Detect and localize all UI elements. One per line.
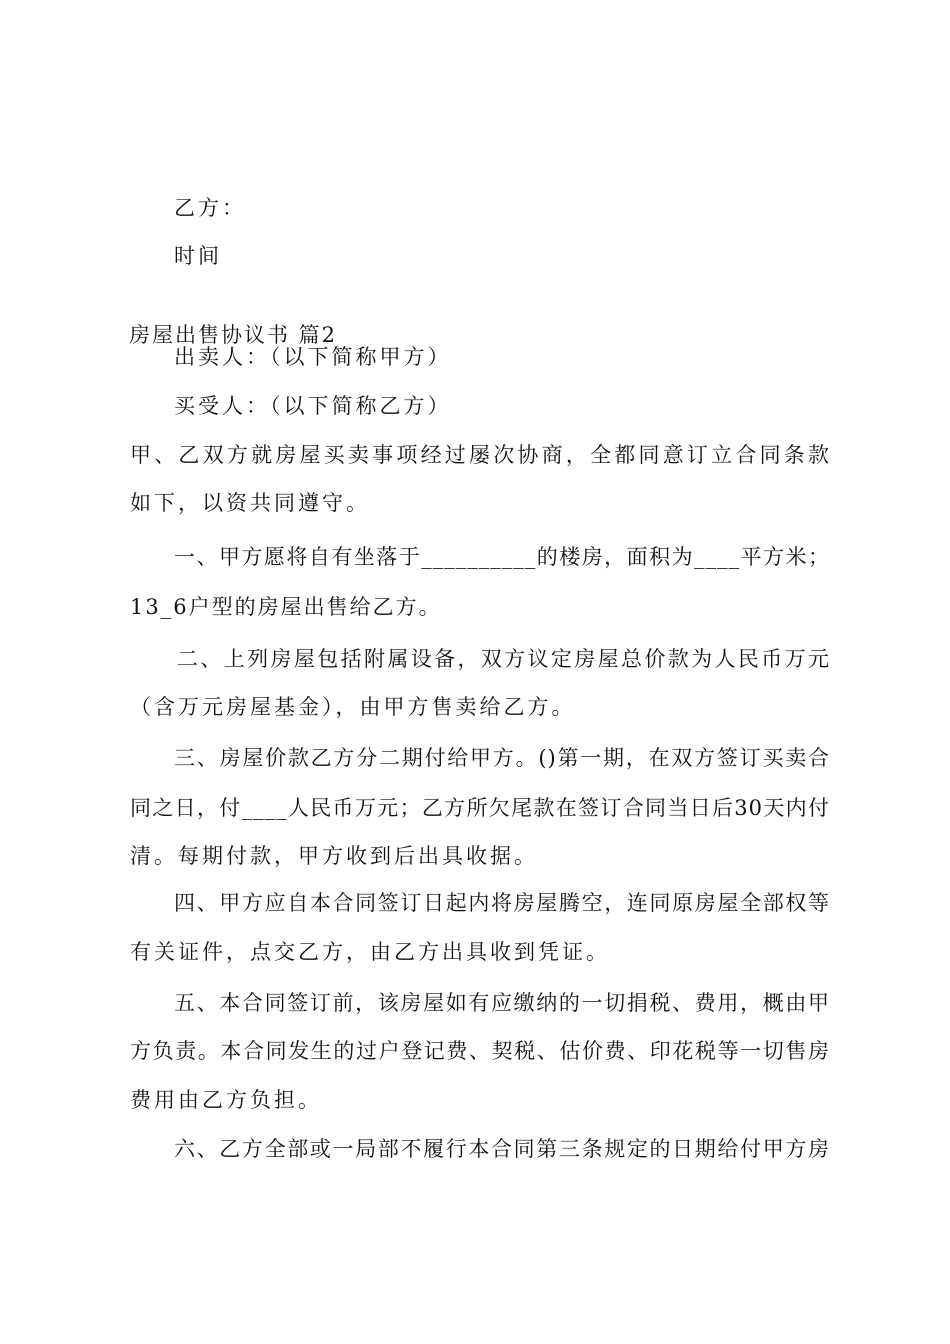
clause-1-line-1: 一、甲方愿将自有坐落于__________的楼房，面积为____平方米； <box>174 545 830 569</box>
intro-line-2: 如下，以资共同遵守。 <box>130 491 370 515</box>
seller-line: 出卖人：（以下简称甲方） <box>174 345 452 369</box>
time-label: 时间 <box>174 244 222 268</box>
buyer-line: 买受人：（以下简称乙方） <box>174 394 452 418</box>
clause-5-line-2: 方负责。本合同发生的过户登记费、契税、估价费、印花税等一切售房 <box>130 1039 830 1063</box>
clause-4-line-1: 四、甲方应自本合同签订日起内将房屋腾空，连同原房屋全部权等 <box>174 891 830 915</box>
party-b-signature-label: 乙方： <box>174 196 246 220</box>
clause-3-line-1: 三、房屋价款乙方分二期付给甲方。()第一期，在双方签订买卖合 <box>174 746 830 770</box>
clause-1-line-2: 13_6户型的房屋出售给乙方。 <box>130 595 442 619</box>
clause-5-line-1: 五、本合同签订前，该房屋如有应缴纳的一切捐税、费用，概由甲 <box>174 991 830 1015</box>
clause-4-line-2: 有关证件，点交乙方，由乙方出具收到凭证。 <box>130 940 610 964</box>
clause-3-line-2: 同之日，付____人民币万元；乙方所欠尾款在签订合同当日后30天内付 <box>130 796 830 820</box>
clause-2-line-2: （含万元房屋基金），由甲方售卖给乙方。 <box>130 695 576 719</box>
clause-3-line-3: 清。每期付款，甲方收到后出具收据。 <box>130 844 538 868</box>
section-title: 房屋出售协议书 篇2 <box>129 323 338 347</box>
clause-2-line-1: 二、上列房屋包括附属设备，双方议定房屋总价款为人民币万元 <box>177 647 830 671</box>
clause-5-line-3: 费用由乙方负担。 <box>130 1088 322 1112</box>
clause-6-line-1: 六、乙方全部或一局部不履行本合同第三条规定的日期给付甲方房 <box>174 1137 830 1161</box>
intro-line-1: 甲、乙双方就房屋买卖事项经过屡次协商，全都同意订立合同条款 <box>130 443 830 467</box>
